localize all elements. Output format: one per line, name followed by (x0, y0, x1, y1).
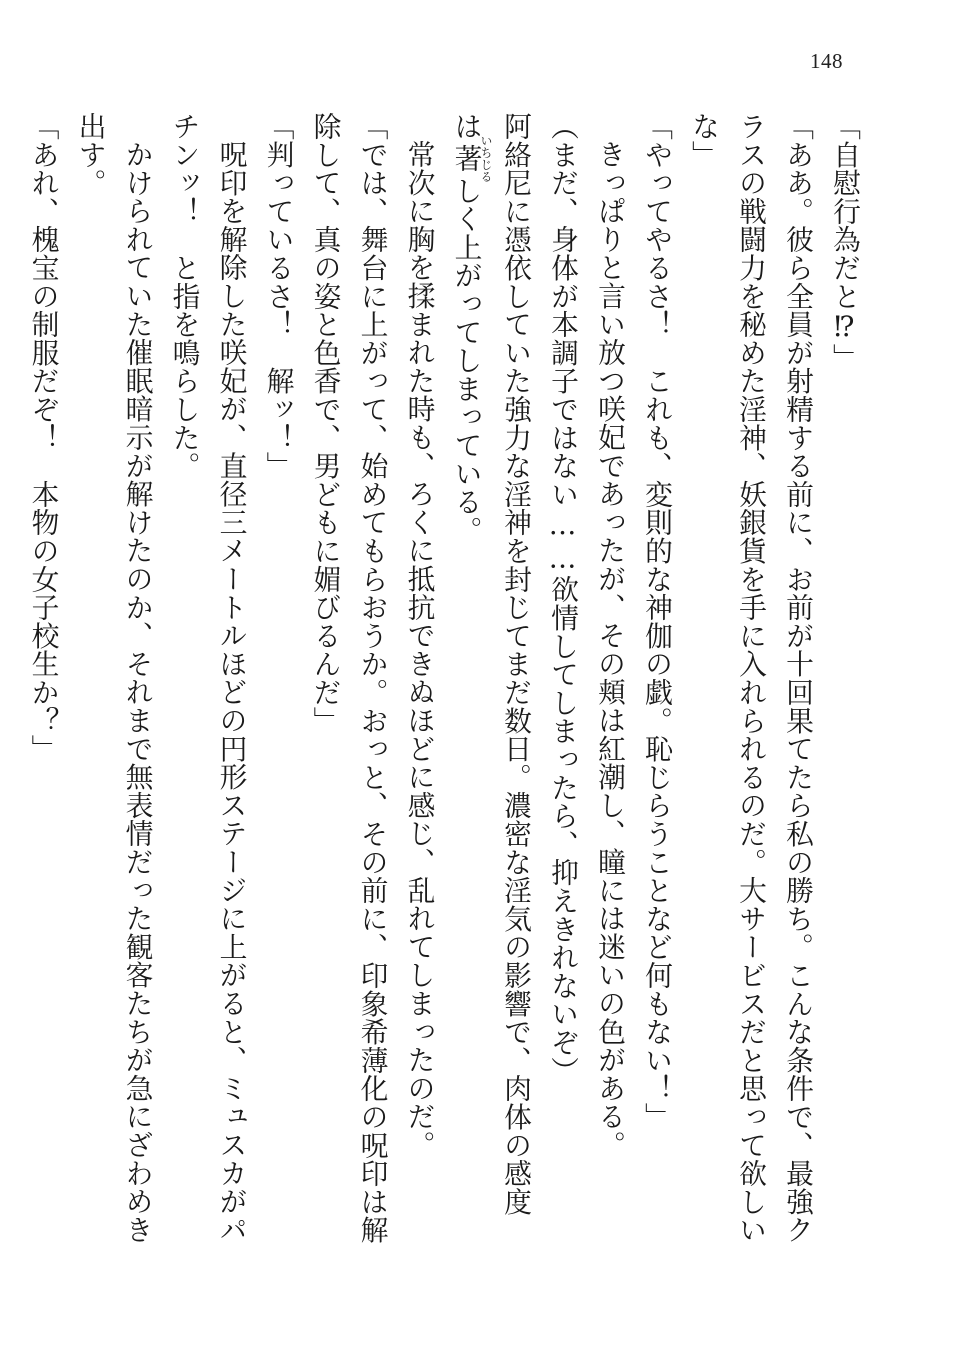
text-line: 「自慰行為だと⁉」 (828, 112, 861, 372)
ruby-base: 著 (449, 134, 483, 183)
text-line: 「では、舞台に上がって、始めてもらおうか。おっと、その前に、印象希薄化の呪印は解 (355, 112, 389, 1244)
text-line: 「やってやるさ！ これも、変則的な神伽の戯。恥じらうことなど何もない！」 (640, 112, 673, 1131)
text-line: チンッ！ と指を鳴らした。 (167, 112, 201, 480)
text-line: （まだ、身体が本調子ではない……欲情してしまったら、抑えきれないぞ） (546, 112, 579, 1085)
text-segment: は (449, 112, 483, 141)
page-number: 148 (810, 49, 843, 73)
text-line: 呪印を解除した咲妃が、直径三メートルほどの円形ステージに上がると、ミュスカがパ (214, 139, 248, 1244)
text-line: 阿絡尼に憑依していた強力な淫神を封じてまだ数日。濃密な淫気の影響で、肉体の感度 (499, 112, 532, 1216)
text-line: 出す。 (73, 112, 107, 197)
text-line: 除して、真の姿と色香で、男どもに媚びるんだ」 (308, 112, 342, 735)
text-line: ラスの戦闘力を秘めた淫神、妖銀貨を手に入れられるのだ。大サービスだと思って欲しい (734, 112, 767, 1244)
body-text (26, 112, 868, 1272)
text-line: かけられていた催眠暗示が解けたのか、それまで無表情だった観客たちが急にざわめき (120, 139, 154, 1244)
text-line: 「あれ、槐宝の制服だぞ！ 本物の女子校生か？」 (26, 112, 60, 763)
ruby-annotation (449, 134, 493, 183)
text-line: な」 (687, 112, 720, 169)
text-segment: しく上がってしまっている。 (449, 176, 483, 545)
text-line: 「ああ。彼ら全員が射精する前に、お前が十回果てたら私の勝ち。こんな条件で、最強ク (781, 112, 814, 1244)
text-line-with-ruby (443, 112, 493, 1272)
text-line: 常次に胸を揉まれた時も、ろくに抵抗できぬほどに感じ、乱れてしまったのだ。 (402, 139, 436, 1159)
ruby-reading: いちじる (479, 134, 493, 183)
text-line: 「判っているさ！ 解ッ！」 (261, 112, 295, 480)
text-line: きっぱりと言い放つ咲妃であったが、その頬は紅潮し、瞳には迷いの色がある。 (593, 139, 626, 1159)
